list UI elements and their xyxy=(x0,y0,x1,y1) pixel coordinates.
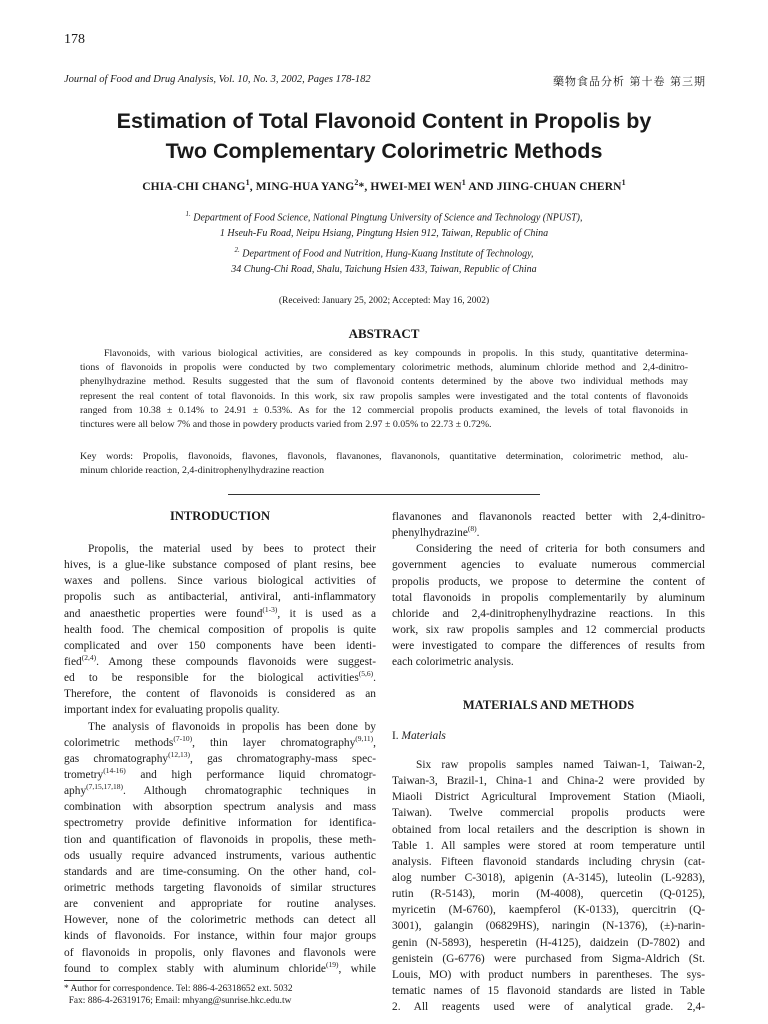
author-3: *, HWEI-MEI WEN xyxy=(358,180,462,193)
affiliation-2-line-2: 34 Chung-Chi Road, Shalu, Taichung Hsien 433, Taiwan, Republic of China xyxy=(231,264,537,275)
text-line: important index for evaluating propolis quality. xyxy=(64,704,280,717)
author-2: , MING-HUA YANG xyxy=(249,180,355,193)
methods-heading: MATERIALS AND METHODS xyxy=(462,698,635,712)
correspondence-footnote xyxy=(64,983,293,1007)
introduction-heading: INTRODUCTION xyxy=(169,509,270,523)
text-line: chloride and 2,4-dinitrophenylhydrazine reactions. In this xyxy=(392,607,705,620)
affiliation-1-line-2: 1 Hseuh-Fu Road, Neipu Hsiang, Pingtung Hsien 912, Taiwan, Republic of China xyxy=(219,228,549,239)
text-line: The analysis of flavonoids in propolis has been done by xyxy=(88,720,376,733)
citation: (9,11) xyxy=(355,733,374,743)
text-line: myricetin (M-6760), kaempferol (K-0133), quercitrin (Q- xyxy=(392,904,705,917)
citation: (7-10) xyxy=(173,733,193,743)
text-line: spectrometry provide definitive information for identifica- xyxy=(64,817,376,830)
citation: (1-3) xyxy=(262,604,278,614)
text-line: were investigated to compare the differences of results from xyxy=(392,640,705,653)
materials-number: I. xyxy=(392,730,402,742)
author-1-affiliation: 1 xyxy=(245,178,250,187)
abstract-heading: ABSTRACT xyxy=(348,326,420,341)
text-line: each colorimetric analysis. xyxy=(392,656,514,669)
abstract-line: tinctures were all below 7% and those in powdery products varied from 2.97 ± 0.05% to 22.73 ± 0.72%. xyxy=(80,418,492,430)
affiliation-1-line-1 xyxy=(0,210,768,223)
keywords-line-2: minum chloride reaction, 2,4-dinitrophenylhydrazine reaction xyxy=(80,465,325,477)
text-line: found to complex stably with aluminum chloride$^{(19)}$, while xyxy=(64,959,376,975)
title-line-1: Estimation of Total Flavonoid Content in Propolis by xyxy=(116,109,652,133)
text-line: Taiwan). Twelve commercial propolis products were xyxy=(392,807,705,820)
author-2-affiliation: 2 xyxy=(354,178,359,187)
materials-subheading xyxy=(392,730,446,742)
text-line: orimetric methods targeting flavonoids of similar structures xyxy=(64,881,376,894)
journal-citation: Journal of Food and Drug Analysis, Vol. 10, No. 3, 2002, Pages 178-182 xyxy=(64,74,371,85)
citation: (7,15,17,18) xyxy=(86,782,124,792)
affiliation-2-line-1 xyxy=(0,246,768,259)
footnote-line-2: Fax: 886-4-26319176; Email: mhyang@sunrise.hkc.edu.tw xyxy=(64,996,292,1006)
text-line: obtained from local retailers and the description is shown in xyxy=(392,823,705,836)
affiliation-1-mark: 1. xyxy=(185,210,191,218)
text-line: tion and quantification of flavonoids in propolis, these meth- xyxy=(64,833,376,846)
abstract-line: tions of flavonoids in propolis were conducted by two complementary colorimetric methods, aluminum chloride method and 2,4-dinitro- xyxy=(80,362,688,374)
keywords-line-1: Key words: Propolis, flavonoids, flavones, flavonols, flavanones, flavanonols, quantitative determination, colorimetric method, alu- xyxy=(80,451,688,462)
text-line: analysis. Fifteen flavonoid standards including chrysin (cat- xyxy=(392,855,705,868)
text-line: waxes and pollens. Since various biological activities of xyxy=(64,575,376,588)
text-line: government agencies to evaluate numerous commercial xyxy=(392,559,705,572)
text-line: trometry$^{(14-16)}$ and high performance liquid chromatogr- xyxy=(64,766,376,781)
text-line: fied$^{(2,4)}$. Among these compounds flavonoids were suggest- xyxy=(64,653,376,668)
author-4: AND JIING-CHUAN CHERN xyxy=(465,180,622,193)
introduction-continued xyxy=(392,509,705,670)
citation: (2,4) xyxy=(81,653,97,663)
text-line: of flavonoids in propolis, only flavones and flavonols were xyxy=(64,946,376,959)
text-line: phenylhydrazine$^{(8)}$. xyxy=(392,524,480,540)
section-divider xyxy=(228,494,540,495)
citation: (19) xyxy=(325,959,339,969)
text-line: complicated and over 150 components have been identi- xyxy=(64,639,376,652)
author-1: CHIA-CHI CHANG xyxy=(142,180,246,193)
journal-citation-chinese: 藥物食品分析 第十卷 第三期 xyxy=(553,75,706,88)
citation: (12,13) xyxy=(168,750,190,760)
author-3-affiliation: 1 xyxy=(461,178,466,187)
text-line: Louis, MO) with product numbers in parentheses. The sys- xyxy=(392,968,705,981)
text-line: total flavonoids in propolis complementarily by aluminum xyxy=(392,591,705,604)
text-line: Propolis, the material used by bees to protect their xyxy=(88,543,376,555)
text-line: combination with absorption spectrum analysis and mass xyxy=(64,801,376,814)
text-line: Considering the need of criteria for both consumers and xyxy=(416,543,705,556)
text-line: colorimetric methods$^{(7-10)}$, thin layer chromatography$^{(9,11)}$, xyxy=(64,733,376,749)
author-list xyxy=(0,178,768,193)
text-line: genistein (G-6776) were purchased from Sigma-Aldrich (St. xyxy=(392,952,705,965)
text-line: standards and are time-consuming. On the other hand, col- xyxy=(64,865,376,878)
abstract-line: Flavonoids, with various biological activities, are considered as key compounds in propolis. In this study, quantitative determina- xyxy=(104,348,688,359)
text-line: Taiwan-3, Brazil-1, China-1 and China-2 were provided by xyxy=(392,775,705,788)
abstract-line: phenylhydrazine method. Results suggested that the sum of flavonoid contents determined by the above two individual methods may xyxy=(80,376,688,388)
affiliation-2-mark: 2. xyxy=(234,246,240,254)
text-line: and anaesthetic properties were found$^{(1-3)}$, it is used as a xyxy=(64,604,376,620)
paper-title xyxy=(0,106,768,166)
text-line: However, none of the colorimetric methods can detect all xyxy=(64,914,376,927)
materials-label: Materials xyxy=(401,730,446,742)
text-line: Miaoli District Agricultural Improvement Station (Miaoli, xyxy=(392,791,705,804)
text-line: Table 1. All samples were stored at room temperature until xyxy=(392,839,705,852)
text-line: ed to be responsible for the biological activities$^{(5,6)}$. xyxy=(64,669,376,685)
text-line: ods usually require advanced instruments, various authentic xyxy=(64,849,376,862)
affiliation-1-text: Department of Food Science, National Pingtung University of Science and Technology (NPUST), xyxy=(190,212,583,224)
text-line: alog number C-3018), apigenin (A-3145), luteolin (L-9283), xyxy=(392,871,705,884)
text-line: 3001), galangin (06829HS), naringin (N-1376), (±)-narin- xyxy=(392,920,705,933)
text-line: Six raw propolis samples named Taiwan-1, Taiwan-2, xyxy=(416,759,705,771)
abstract-body xyxy=(80,347,688,432)
citation: (8) xyxy=(467,524,477,534)
text-line: aphy$^{(7,15,17,18)}$. Although chromatographic techniques in xyxy=(64,782,376,798)
title-line-2: Two Complementary Colorimetric Methods xyxy=(165,139,603,163)
text-line: tematic names of 15 flavonoid standards are listed in Table xyxy=(392,984,705,997)
text-line: propolis such as antibacterial, antiviral, anti-inflammatory xyxy=(64,591,376,604)
citation: (14-16) xyxy=(103,766,126,776)
footnote-line-1: * Author for correspondence. Tel: 886-4-26318652 ext. 5032 xyxy=(64,984,293,994)
author-4-affiliation: 1 xyxy=(621,178,626,187)
text-line: work, six raw propolis samples and 12 commercial products xyxy=(392,623,705,636)
text-line: flavanones and flavanonols reacted better with 2,4-dinitro- xyxy=(392,511,705,523)
text-line: gas chromatography$^{(12,13)}$, gas chromatography-mass spec- xyxy=(64,750,377,765)
keywords xyxy=(80,450,688,478)
footnote-rule xyxy=(64,980,110,981)
text-line: 2. All reagents used were of analytical grade. 2,4- xyxy=(392,1001,705,1014)
text-line: propolis products, we propose to determine the content of xyxy=(392,575,705,588)
abstract-line: ranged from 10.38 ± 0.14% to 24.91 ± 0.53%. As for the 12 commercial propolis products examined, the levels of total flavonoids in xyxy=(80,404,688,416)
introduction-body xyxy=(64,541,376,977)
text-line: Therefore, the content of flavonoids is considered as an xyxy=(64,688,376,701)
text-line: hives, is a glue-like substance composed of plant resins, bee xyxy=(64,559,376,572)
affiliation-2-text: Department of Food and Nutrition, Hung-Kuang Institute of Technology, xyxy=(239,248,534,260)
citation: (5,6) xyxy=(358,669,374,679)
text-line: rutin (R-5143), morin (M-4008), quercetin (Q-0125), xyxy=(392,888,705,901)
received-dates: (Received: January 25, 2002; Accepted: May 16, 2002) xyxy=(278,296,490,306)
text-line: health food. The chemical composition of propolis is quite xyxy=(64,623,376,636)
text-line: genin (N-5893), hesperetin (H-4125), daidzein (D-7802) and xyxy=(392,936,705,949)
materials-body xyxy=(392,757,705,1015)
text-line: kinds of flavonoids. For instance, within four major groups xyxy=(64,930,376,943)
abstract-line: represent the real content of total flavonoids. In this work, six raw propolis samples were investigated and the total contents of flavonoids xyxy=(80,390,688,402)
text-line: are convenient and appropriate for routine analyses. xyxy=(64,898,376,911)
page-number: 178 xyxy=(64,32,85,47)
